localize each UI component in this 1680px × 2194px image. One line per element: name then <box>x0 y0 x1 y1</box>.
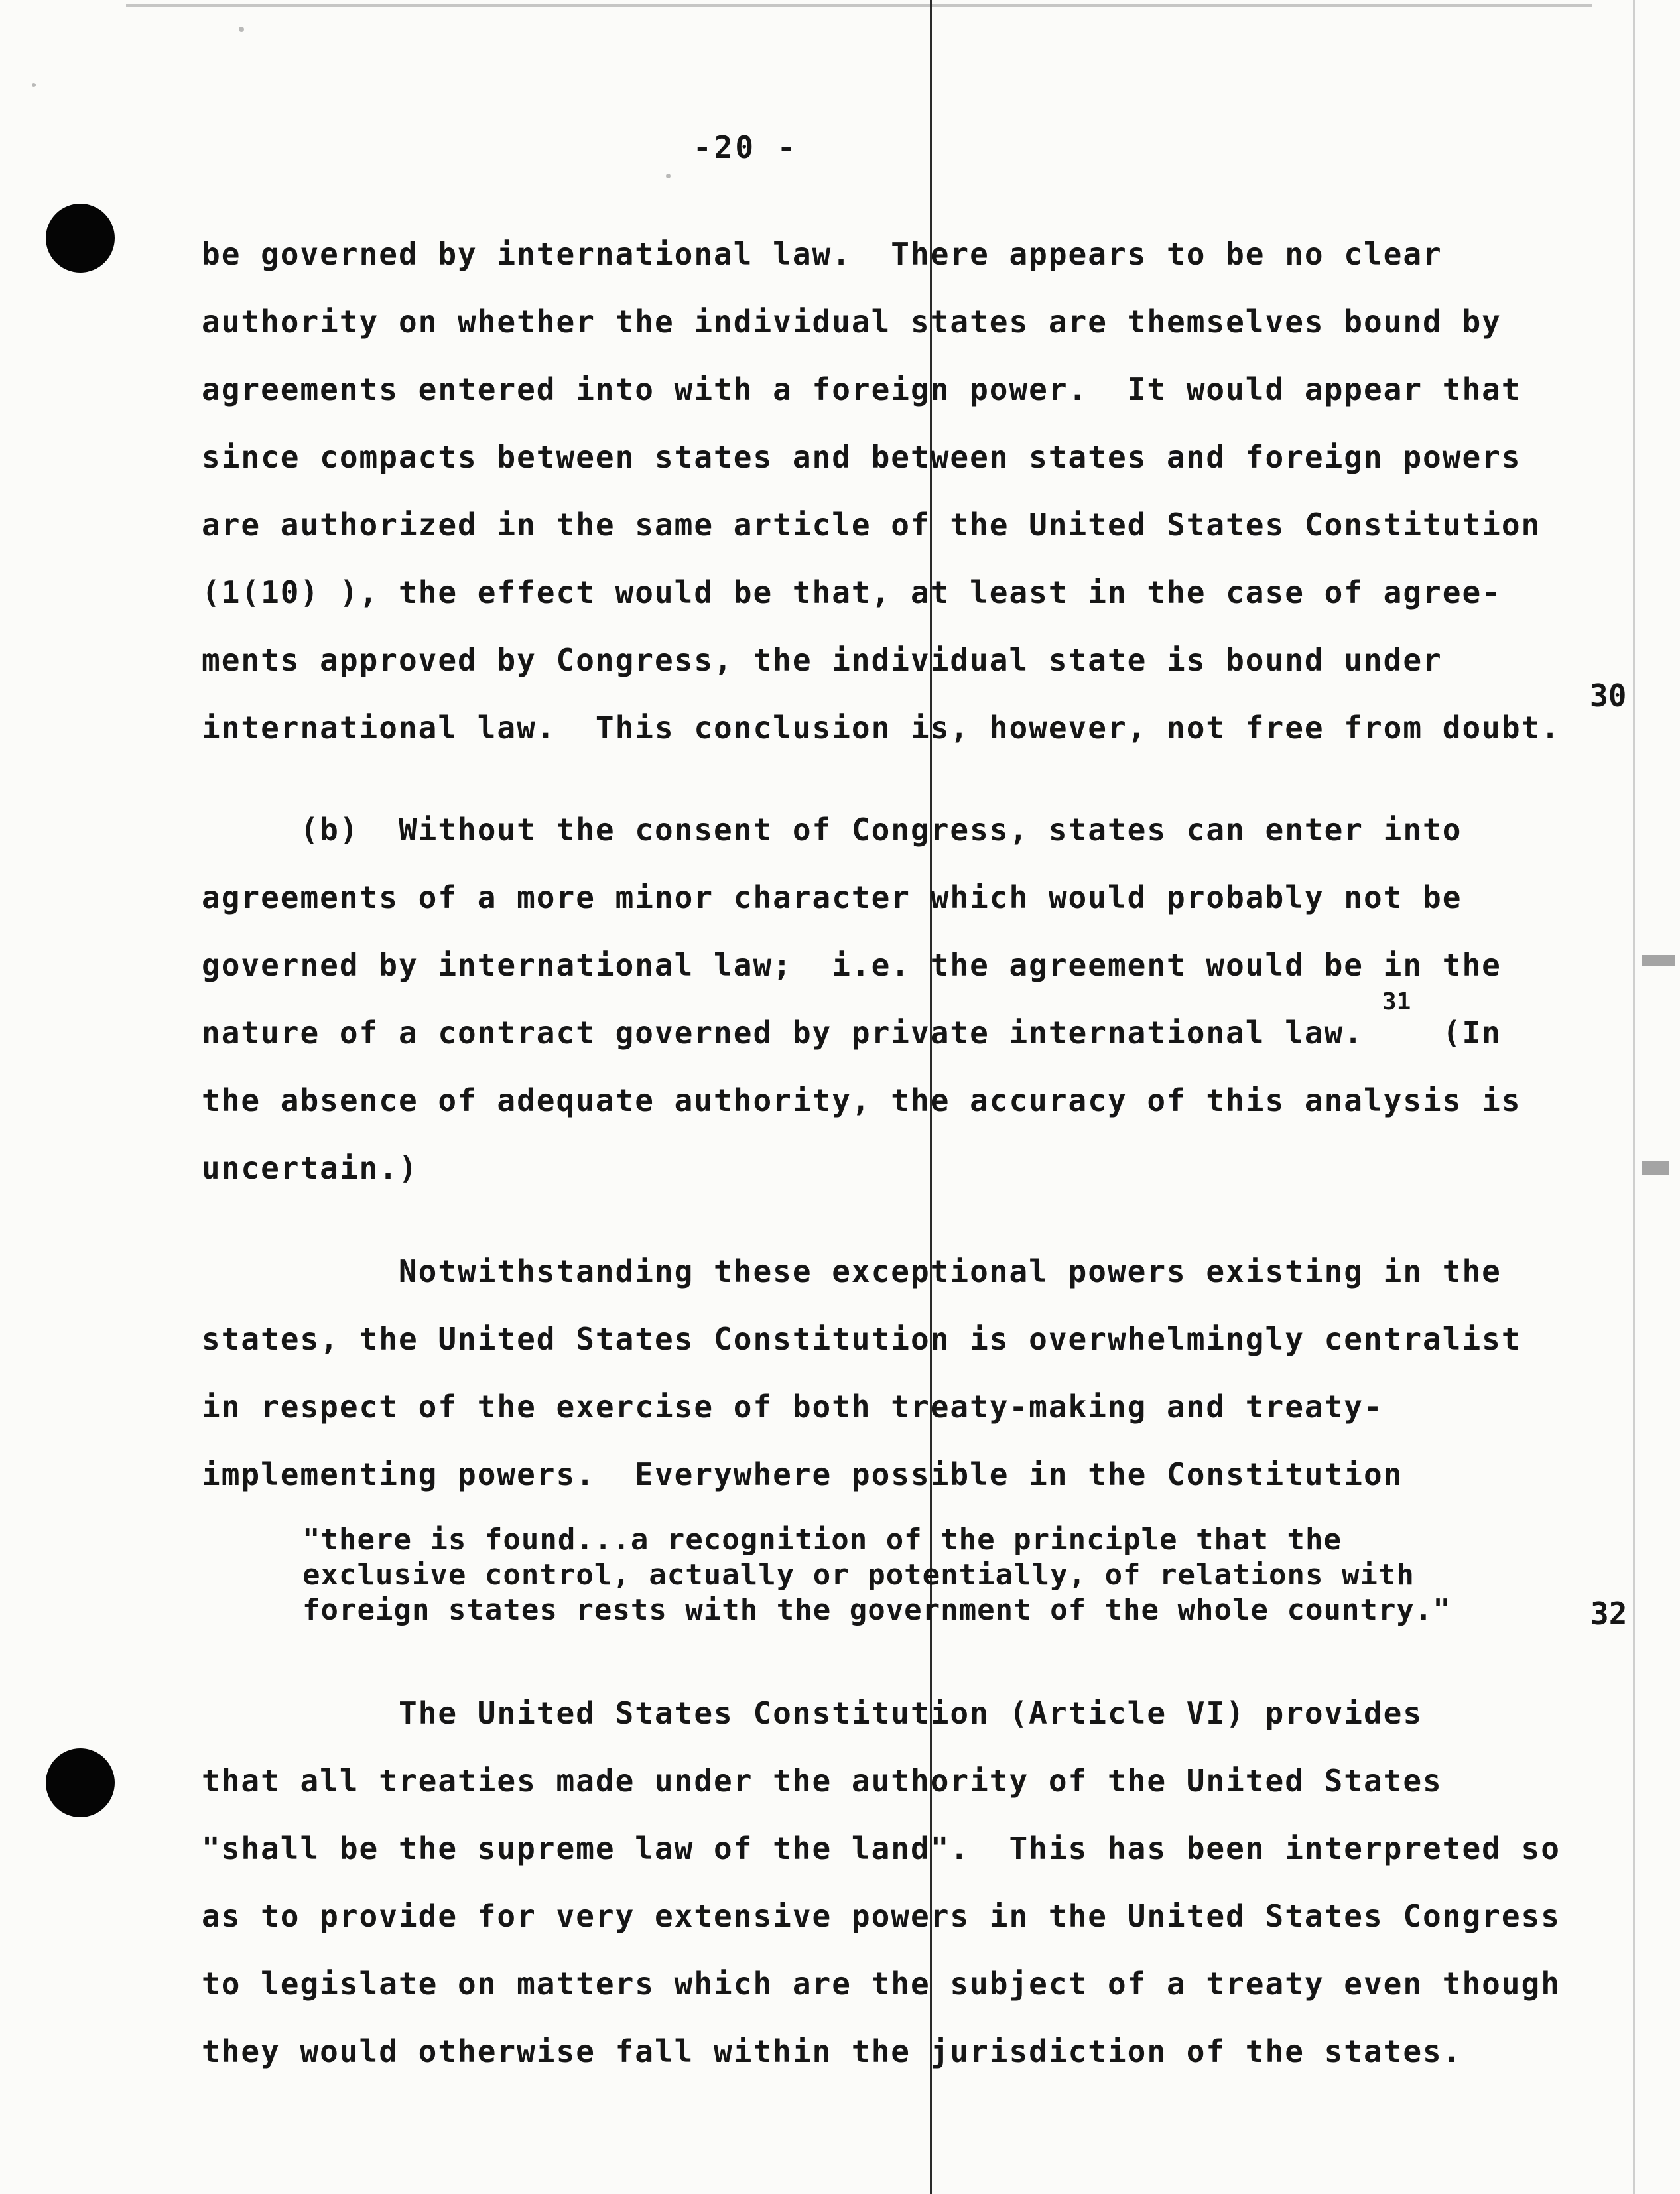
scan-speck <box>239 27 244 32</box>
text-line: ments approved by Congress, the individual state is bound under <box>202 642 1443 678</box>
text-line: agreements of a more minor character which would probably not be <box>202 879 1462 915</box>
text-line: (b) Without the consent of Congress, states can enter into <box>202 812 1462 848</box>
punch-hole-bottom <box>46 1748 115 1817</box>
text-line: nature of a contract governed by private international law. (In <box>202 1015 1502 1051</box>
text-line: governed by international law; i.e. the agreement would be in the <box>202 947 1502 983</box>
page-number: -20 - <box>693 129 799 165</box>
scan-artifact <box>1642 1161 1669 1175</box>
text-line: be governed by international law. There appears to be no clear <box>202 236 1443 272</box>
text-line: the absence of adequate authority, the accuracy of this analysis is <box>202 1082 1521 1118</box>
text-line: uncertain.) <box>202 1150 419 1186</box>
text-line: they would otherwise fall within the jurisdiction of the states. <box>202 2033 1462 2069</box>
footnote-ref-32: 32 <box>1590 1596 1628 1632</box>
scan-right-edge <box>1633 0 1635 2194</box>
text-line: "shall be the supreme law of the land". This has been interpreted so <box>202 1831 1561 1866</box>
text-line: as to provide for very extensive powers in the United States Congress <box>202 1898 1561 1934</box>
footnote-ref-31: 31 <box>1382 988 1411 1015</box>
quote-line: "there is found...a recognition of the principle that the <box>302 1523 1342 1557</box>
text-line: agreements entered into with a foreign power. It would appear that <box>202 371 1521 407</box>
text-line: international law. This conclusion is, however, not free from doubt. <box>202 710 1561 745</box>
text-line: authority on whether the individual states are themselves bound by <box>202 304 1502 340</box>
footnote-ref-30: 30 <box>1590 678 1627 714</box>
scan-speck <box>666 174 671 178</box>
scan-artifact <box>1642 955 1675 966</box>
punch-hole-top <box>46 204 115 273</box>
text-line: are authorized in the same article of the United States Constitution <box>202 507 1541 543</box>
text-line: that all treaties made under the authority of the United States <box>202 1763 1443 1799</box>
quote-line: exclusive control, actually or potentially, of relations with <box>302 1558 1415 1592</box>
text-line: The United States Constitution (Article VI) provides <box>202 1695 1423 1731</box>
scan-speck <box>32 83 36 87</box>
text-line: in respect of the exercise of both treaty-making and treaty- <box>202 1389 1384 1425</box>
text-line: implementing powers. Everywhere possible in the Constitution <box>202 1456 1403 1492</box>
quote-line: foreign states rests with the government of the whole country." <box>302 1593 1451 1627</box>
text-line: since compacts between states and between states and foreign powers <box>202 439 1521 475</box>
text-line: to legislate on matters which are the subject of a treaty even though <box>202 1966 1561 2002</box>
text-line: states, the United States Constitution is overwhelmingly centralist <box>202 1321 1521 1357</box>
text-line: Notwithstanding these exceptional powers existing in the <box>202 1254 1502 1289</box>
scan-top-edge <box>126 4 1592 7</box>
text-line: (1(10) ), the effect would be that, at least in the case of agree- <box>202 574 1502 610</box>
